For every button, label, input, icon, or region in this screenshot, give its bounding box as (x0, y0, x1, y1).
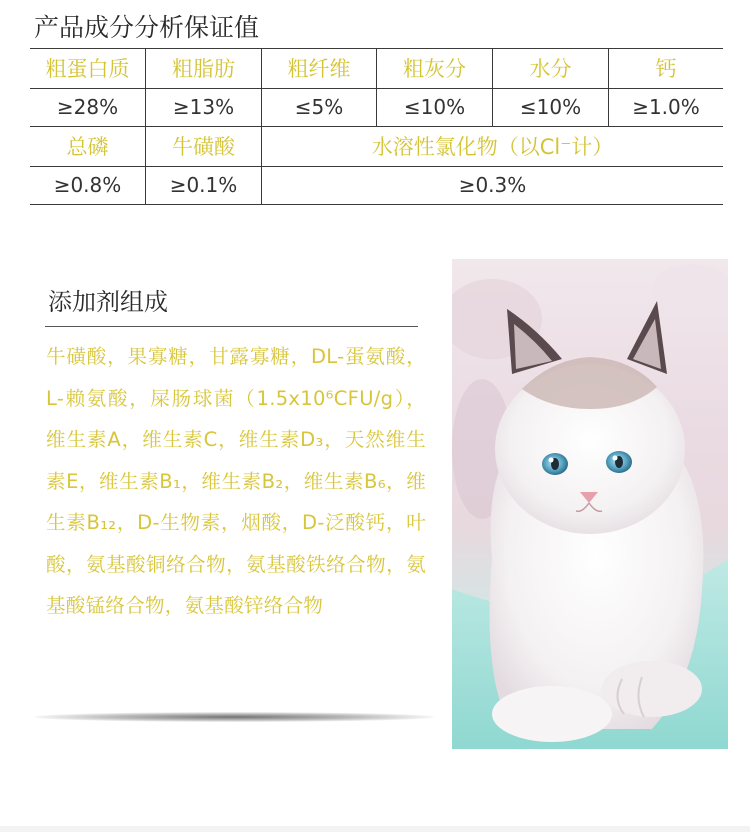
value-taurine: ≥0.1% (169, 173, 238, 197)
value-crude-fat: ≥13% (172, 95, 235, 119)
additives-list: 牛磺酸，果寡糖，甘露寡糖，DL-蛋氨酸，L-赖氨酸，屎肠球菌（1.5x10⁶CFU/g），维生素A，维生素C，维生素D₃，天然维生素E，维生素B₁，维生素B₂，维生素B₆，维生素B₁₂，D-生物素，烟酸，D-泛酸钙，叶酸，氨基酸铜络合物，氨基酸铁络合物，氨基酸锰络合物，氨基酸锌络合物 (46, 345, 426, 617)
value-calcium: ≥1.0% (632, 95, 700, 119)
header-water-soluble-chloride: 水溶性氯化物（以Cl⁻计） (371, 135, 614, 159)
header-crude-fat: 粗脂肪 (172, 57, 235, 81)
additives-title: 添加剂组成 (48, 288, 168, 316)
cat-photo (452, 259, 728, 749)
header-calcium: 钙 (655, 57, 677, 81)
footer-band (0, 826, 750, 832)
value-crude-fiber: ≤5% (294, 95, 344, 119)
table-rule-bottom (30, 204, 723, 205)
header-total-phosphorus: 总磷 (66, 135, 109, 159)
value-total-phosphorus: ≥0.8% (53, 173, 122, 197)
value-moisture: ≤10% (519, 95, 582, 119)
value-water-soluble-chloride: ≥0.3% (458, 173, 527, 197)
value-crude-ash: ≤10% (403, 95, 466, 119)
header-crude-protein: 粗蛋白质 (45, 57, 130, 81)
header-moisture: 水分 (529, 57, 572, 81)
drop-shadow (34, 712, 434, 722)
header-crude-fiber: 粗纤维 (287, 57, 351, 81)
table-title: 产品成分分析保证值 (34, 13, 260, 42)
value-crude-protein: ≥28% (56, 95, 119, 119)
header-crude-ash: 粗灰分 (403, 57, 466, 81)
additives-underline (45, 326, 418, 327)
header-taurine: 牛磺酸 (172, 135, 235, 159)
